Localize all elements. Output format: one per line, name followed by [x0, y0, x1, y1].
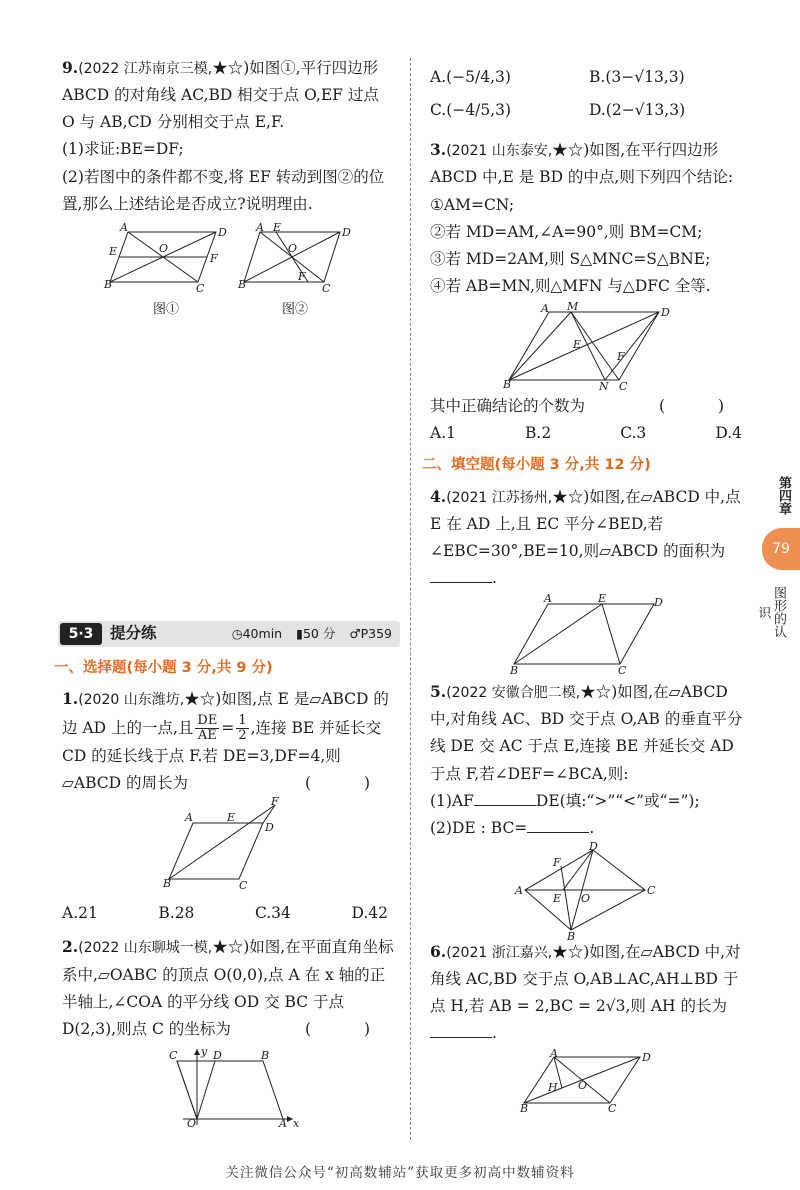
difficulty-stars-icon: ★☆: [184, 690, 216, 709]
page-number-tab: 79: [762, 528, 800, 570]
fig-label: C: [647, 883, 656, 897]
fig-label: B: [510, 664, 519, 678]
parallelogram-figure-1: [104, 220, 227, 295]
figure-row: [62, 220, 394, 317]
question-number: 6.: [430, 941, 447, 961]
question-text: )如图,在▱ABCD 中,对角线 AC,BD 交于点 O,AB⊥AC,AH⊥BD 于点 H,若 AB = 2,BC = 2√3,则 AH 的长为: [430, 942, 741, 1016]
statement-4: ④若 AB=MN,则△MFN 与△DFC 全等.: [430, 276, 711, 295]
q3-figure: [503, 300, 670, 393]
question-source: (2022 江苏南京三模,: [78, 61, 213, 77]
banner-meta: [232, 623, 392, 645]
fig-label: D: [342, 225, 351, 239]
section-title: 提分练: [110, 624, 157, 643]
answer-blank[interactable]: [430, 568, 492, 583]
option-c[interactable]: C.34: [254, 904, 291, 923]
denominator: AE: [197, 727, 217, 743]
question-source: (2020 山东潍坊,: [78, 692, 185, 709]
left-column: [62, 54, 394, 316]
question-text-cont: ,连接 BE 并延长交 CD 的延长线于点 F.若 DE=3,DF=4,则▱ABCD 的周长为: [62, 718, 382, 793]
fig-label: O: [288, 241, 298, 255]
fig-label: A: [515, 883, 523, 897]
score-info: [296, 623, 335, 645]
option-b[interactable]: B.28: [158, 904, 195, 923]
answer-blank[interactable]: [527, 818, 589, 833]
left-column-lower: [54, 650, 394, 1131]
fig-label: D: [265, 821, 274, 835]
fig-label: B: [503, 378, 512, 391]
difficulty-stars-icon: ★☆: [212, 59, 244, 77]
question-5: [430, 678, 748, 943]
option-c[interactable]: C.3: [620, 424, 647, 443]
topic-label: 图形的认识: [755, 586, 786, 638]
q2-options: [430, 64, 748, 124]
q6-figure: [520, 1047, 654, 1116]
part-2-label: (2)DE : BC=: [430, 818, 528, 837]
option-b[interactable]: B.2: [525, 424, 552, 443]
answer-blank[interactable]: [474, 791, 536, 806]
fig-label: D: [213, 1048, 222, 1062]
figure-2-caption: 图②: [281, 301, 308, 317]
difficulty-stars-icon: ★☆: [552, 942, 584, 961]
statement-3: ③若 MD=2AM,则 S△MNC=S△BNE;: [430, 249, 711, 268]
time-info: [232, 623, 282, 645]
statement-2: ②若 MD=AM,∠A=90°,则 BM=CM;: [430, 222, 703, 241]
fig-label: A: [541, 302, 549, 315]
statement-1: ①AM=CN;: [430, 195, 515, 214]
q5-figure: [515, 839, 659, 943]
right-column: [422, 64, 748, 1117]
fig-label: E: [109, 244, 118, 258]
question-text: )如图,在平行四边形 ABCD 中,E 是 BD 的中点,则下列四个结论:: [430, 141, 734, 187]
fig-label: C: [196, 281, 205, 295]
fig-label: A: [120, 220, 128, 234]
fig-label: A: [550, 1047, 558, 1061]
question-number: 3.: [430, 140, 447, 160]
section-heading-choice: 一、选择题(每小题 3 分,共 9 分): [54, 660, 273, 676]
fig-label: A: [185, 811, 193, 825]
fig-label: F: [617, 350, 625, 363]
fig-label: B: [567, 929, 576, 943]
question-source: (2022 山东聊城一模,: [78, 940, 213, 957]
option-a[interactable]: A.(−5/4,3): [430, 68, 511, 86]
denominator: 2: [238, 727, 247, 743]
fig-label: D: [661, 306, 670, 319]
clock-icon: ◷: [231, 626, 243, 642]
answer-parentheses: ( ): [304, 774, 394, 793]
fig-label: E: [573, 338, 582, 351]
q1-options: [62, 900, 394, 927]
question-source: (2021 山东泰安,: [446, 143, 553, 160]
fig-label: D: [218, 225, 227, 239]
section-banner: [58, 621, 400, 647]
question-text: )如图,在▱ABCD 中,对角线 AC、BD 交于点 O,AB 的垂直平分线 DE 交 AC 于点 E,连接 BE 并延长交 AD 于点 F,若∠DEF=∠BCA,则:: [430, 683, 743, 783]
option-b[interactable]: B.(3−√13,3): [589, 68, 685, 86]
question-9: [62, 54, 394, 316]
question-4: [430, 483, 748, 678]
section-badge: 5·3: [60, 623, 102, 645]
fig-label: F: [271, 795, 279, 809]
question-part-1: (1)求证:BE=DF;: [62, 140, 184, 159]
option-d[interactable]: D.42: [351, 904, 388, 923]
fig-label: B: [261, 1048, 270, 1062]
answer-blank[interactable]: [430, 1023, 492, 1038]
equals: =: [221, 718, 235, 737]
fig-label: O: [581, 891, 591, 905]
page-ref: [349, 623, 392, 645]
q2-coordinate-figure: [153, 1044, 303, 1130]
fig-label: C: [619, 380, 628, 393]
key-icon: ♂: [349, 626, 361, 642]
fig-label: O: [578, 1079, 588, 1093]
fraction-de-ae: [195, 714, 219, 744]
fig-label: E: [553, 891, 562, 905]
fig-label: C: [618, 664, 627, 678]
figure-2: [238, 220, 351, 317]
q4-figure: [510, 592, 664, 678]
fig-label: H: [548, 1081, 558, 1095]
numerator: DE: [197, 712, 218, 728]
score-value: 50 分: [302, 626, 336, 642]
fig-label: E: [227, 811, 236, 825]
question-text: )如图,点 E 是▱ABCD 的边 AD 上的一点,且: [62, 690, 389, 737]
fig-label: O: [159, 241, 169, 255]
fig-label: D: [642, 1051, 651, 1065]
question-source: (2021 江苏扬州,: [446, 489, 553, 506]
fig-label: C: [322, 281, 331, 295]
option-a[interactable]: A.21: [62, 904, 98, 923]
fig-label: y: [201, 1044, 208, 1058]
difficulty-stars-icon: ★☆: [552, 141, 584, 160]
question-text: )如图①,平行四边形 ABCD 的对角线 AC,BD 相交于点 O,EF 过点 O 与 AB,CD 分别相交于点 E,F.: [62, 59, 379, 132]
question-6: [430, 938, 748, 1114]
fig-label: C: [239, 879, 248, 893]
fig-label: B: [238, 277, 247, 291]
figure-1-caption: 图①: [152, 301, 179, 317]
question-part-2: (2)若图中的条件都不变,将 EF 转动到图②的位置,那么上述结论是否成立?说明理由.: [62, 167, 385, 213]
difficulty-stars-icon: ★☆: [580, 683, 612, 702]
question-source: (2021 浙江嘉兴,: [446, 944, 553, 961]
fig-label: C: [169, 1048, 178, 1062]
fig-label: A: [279, 1116, 287, 1130]
fig-label: E: [598, 592, 607, 606]
time-value: 40min: [242, 626, 283, 642]
difficulty-stars-icon: ★☆: [212, 938, 244, 957]
parallelogram-figure-2: [238, 220, 351, 295]
answer-parentheses: ( ): [304, 1019, 394, 1038]
fig-label: B: [520, 1102, 529, 1116]
footer-note: 关注微信公众号“初高数辅站”获取更多初高中数辅资料: [225, 1165, 575, 1181]
figure-1: [104, 220, 227, 317]
fig-label: D: [589, 839, 598, 853]
fig-label: F: [210, 251, 218, 265]
option-a[interactable]: A.1: [430, 424, 456, 443]
fig-label: M: [567, 300, 579, 313]
question-2: [62, 933, 394, 1130]
fig-label: B: [104, 277, 113, 291]
question-number: 2.: [62, 937, 79, 957]
column-divider: [410, 58, 411, 1140]
fraction-half: [236, 714, 248, 744]
fig-label: A: [544, 592, 552, 606]
period: .: [492, 1024, 497, 1043]
fig-label: O: [187, 1116, 197, 1130]
question-number: 5.: [430, 682, 447, 702]
q3-options: [430, 420, 748, 447]
period: .: [589, 818, 595, 837]
chapter-label: 第四章: [776, 475, 791, 515]
fig-label: B: [163, 877, 172, 891]
question-number: 4.: [430, 486, 447, 506]
page-ref-value: P359: [360, 626, 392, 642]
question-1: [62, 685, 394, 927]
q1-figure: [163, 795, 293, 896]
question-number: 9.: [62, 58, 79, 77]
question-text: )如图,在▱ABCD 中,点 E 在 AD 上,且 EC 平分∠BED,若∠EBC=30°,BE=10,则▱ABCD 的面积为: [430, 487, 741, 560]
fig-label: F: [298, 269, 306, 283]
difficulty-stars-icon: ★☆: [552, 487, 584, 506]
fig-label: x: [293, 1116, 300, 1130]
fig-label: A: [256, 220, 264, 234]
option-d[interactable]: D.(2−√13,3): [589, 101, 686, 120]
fig-label: E: [273, 220, 282, 234]
option-d[interactable]: D.4: [715, 424, 742, 443]
question-3: [430, 136, 748, 447]
part-1-label: (1)AF: [430, 791, 474, 810]
option-c[interactable]: C.(−4/5,3): [430, 101, 512, 120]
answer-parentheses: ( ): [658, 397, 748, 415]
flag-icon: ▮: [296, 626, 303, 642]
part-1-text: DE(填:“>”“<”或“=”);: [535, 791, 700, 810]
section-heading-fill: 二、填空题(每小题 3 分,共 12 分): [422, 457, 651, 474]
fig-label: C: [608, 1102, 617, 1116]
question-source: (2022 安徽合肥二模,: [446, 685, 581, 702]
question-text: )如图,在平面直角坐标系中,▱OABC 的顶点 O(0,0),点 A 在 x 轴的正半轴上,∠COA 的平分线 OD 交 BC 于点 D(2,3),则点 C 的坐标为: [62, 938, 394, 1038]
fig-label: N: [599, 380, 609, 393]
question-number: 1.: [62, 689, 79, 709]
question-ask: 其中正确结论的个数为: [430, 397, 586, 415]
fig-label: F: [553, 855, 561, 869]
numerator: 1: [238, 712, 247, 728]
fig-label: D: [654, 596, 663, 610]
period: .: [492, 569, 497, 587]
